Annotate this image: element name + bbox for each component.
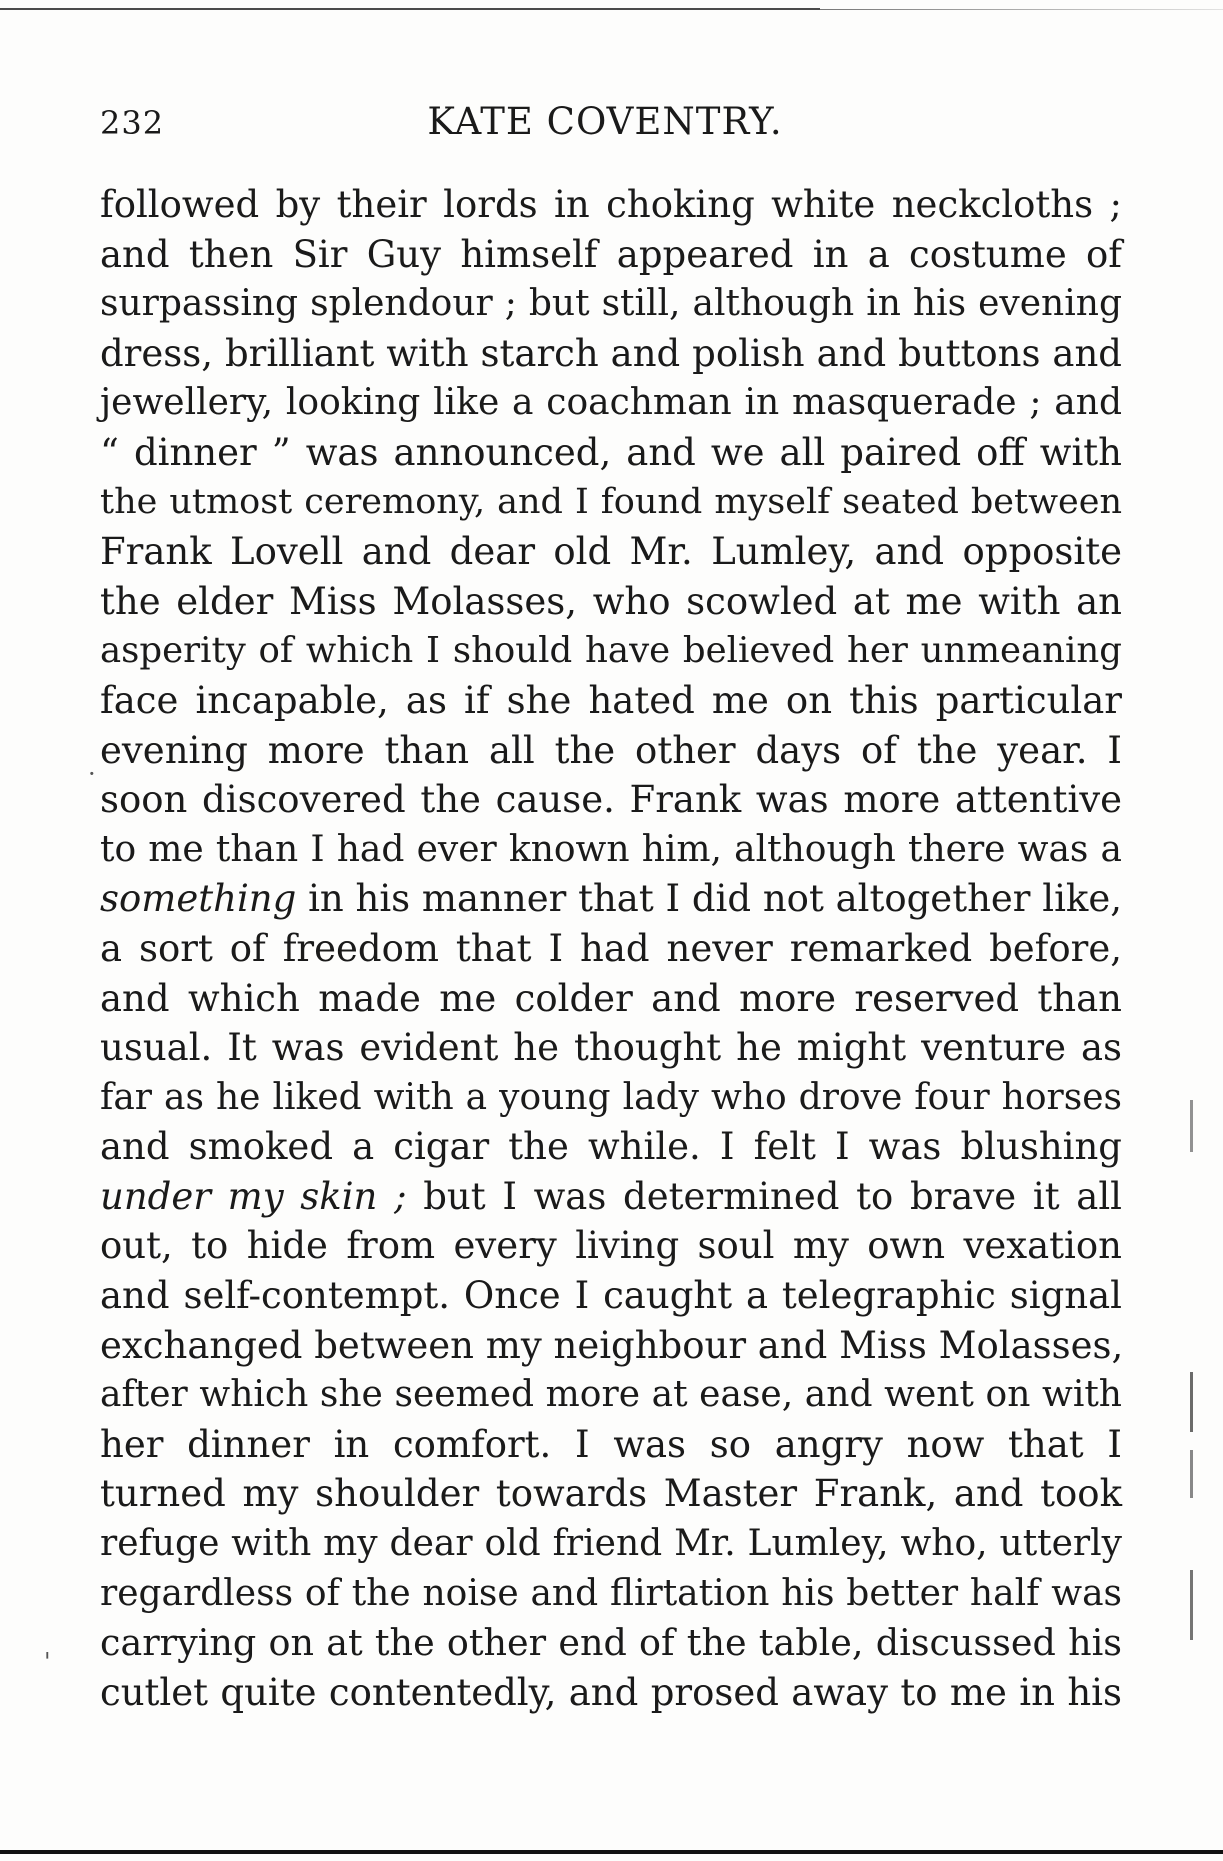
text-line-segment: after which she seemed more at ease, and went on with [100, 1374, 1122, 1416]
text-line-segment: out, to hide from every living soul my own vexation [100, 1224, 1122, 1268]
right-edge-scan-mark [1190, 1570, 1193, 1640]
body-text [100, 180, 1122, 1717]
text-line [100, 329, 1122, 379]
text-line [100, 1618, 1122, 1668]
text-line [100, 974, 1122, 1024]
text-line [100, 1668, 1122, 1718]
running-title: KATE COVENTRY. [427, 100, 783, 143]
text-line-segment: her dinner in comfort. I was so angry now that I [100, 1422, 1122, 1466]
text-line-segment: followed by their lords in choking white neckcloths ; [100, 183, 1122, 226]
text-line-segment: the elder Miss Molasses, who scowled at me with an [100, 579, 1122, 623]
italic-phrase: under my skin ; [100, 1174, 407, 1218]
text-line [100, 1122, 1122, 1172]
text-line-segment: refuge with my dear old friend Mr. Lumley, who, utterly [100, 1523, 1122, 1565]
page-header [100, 100, 1110, 150]
text-line-segment: evening more than all the other days of the year. I [100, 728, 1122, 772]
text-line-segment: in his manner that I did not altogether like, [296, 877, 1122, 921]
text-line [100, 1073, 1122, 1123]
margin-tick-mark: ' [44, 1648, 51, 1676]
text-line-segment: regardless of the noise and flirtation his better half was [100, 1572, 1122, 1614]
text-line [100, 1519, 1122, 1569]
text-line-segment: usual. It was evident he thought he might venture as [100, 1026, 1122, 1070]
text-line-segment: cutlet quite contentedly, and prosed away to me in his [100, 1670, 1122, 1714]
text-line [100, 775, 1122, 825]
margin-dot-mark: · [88, 760, 96, 788]
top-edge-rule-fade [820, 9, 1223, 10]
text-line-segment: “ dinner ” was announced, and we all paired off with [100, 430, 1122, 474]
text-line [100, 378, 1122, 428]
text-line [100, 180, 1122, 230]
bottom-edge-rule [0, 1850, 1223, 1854]
text-line [100, 825, 1122, 875]
text-line [100, 924, 1122, 974]
text-line [100, 1023, 1122, 1073]
text-line-segment: and self-contempt. Once I caught a telegraphic signal [100, 1274, 1122, 1318]
text-line [100, 1420, 1122, 1470]
text-line-segment: and smoked a cigar the while. I felt I was blushing [100, 1125, 1122, 1169]
text-line [100, 577, 1122, 627]
text-line-segment: turned my shoulder towards Master Frank, and took [100, 1472, 1122, 1516]
text-line-segment: and then Sir Guy himself appeared in a costume of [100, 232, 1122, 276]
text-line [100, 1469, 1122, 1519]
italic-phrase: something [100, 877, 297, 921]
text-line [100, 428, 1122, 478]
text-line-segment: far as he liked with a young lady who drove four horses [100, 1076, 1122, 1118]
right-edge-scan-mark [1190, 1450, 1193, 1498]
text-line-segment: exchanged between my neighbour and Miss Molasses, [100, 1323, 1124, 1367]
text-line-segment: the utmost ceremony, and I found myself seated between [100, 481, 1122, 522]
text-line [100, 726, 1122, 776]
text-line-segment: carrying on at the other end of the table, discussed his [100, 1621, 1122, 1665]
right-edge-scan-mark [1190, 1100, 1193, 1152]
text-line-segment: surpassing splendour ; but still, although in his evening [100, 283, 1122, 325]
text-line [100, 478, 1122, 528]
text-line [100, 1370, 1122, 1420]
text-line [100, 230, 1122, 280]
text-line-segment: Frank Lovell and dear old Mr. Lumley, and opposite [100, 530, 1122, 574]
text-line [100, 1321, 1122, 1371]
top-edge-rule [0, 8, 820, 10]
text-line [100, 626, 1122, 676]
text-line-segment: dress, brilliant with starch and polish and buttons and [100, 331, 1122, 375]
text-line-segment: jewellery, looking like a coachman in masquerade ; and [100, 382, 1122, 424]
text-line-segment: but I was determined to brave it all [406, 1174, 1122, 1218]
text-line-segment: face incapable, as if she hated me on this particular [100, 678, 1122, 722]
text-line [100, 1271, 1122, 1321]
page-number: 232 [100, 104, 165, 142]
text-line [100, 676, 1122, 726]
text-line [100, 1172, 1122, 1222]
text-line [100, 527, 1122, 577]
text-line [100, 1221, 1122, 1271]
text-line-segment: a sort of freedom that I had never remarked before, [100, 926, 1122, 970]
text-line [100, 279, 1122, 329]
text-line-segment: and which made me colder and more reserved than [100, 976, 1122, 1020]
text-line [100, 874, 1122, 924]
text-line [100, 1569, 1122, 1619]
text-line-segment: soon discovered the cause. Frank was more attentive [100, 778, 1122, 822]
text-line-segment: to me than I had ever known him, although there was a [100, 828, 1122, 870]
text-line-segment: asperity of which I should have believed her unmeaning [100, 630, 1122, 672]
right-edge-scan-mark [1190, 1372, 1193, 1432]
